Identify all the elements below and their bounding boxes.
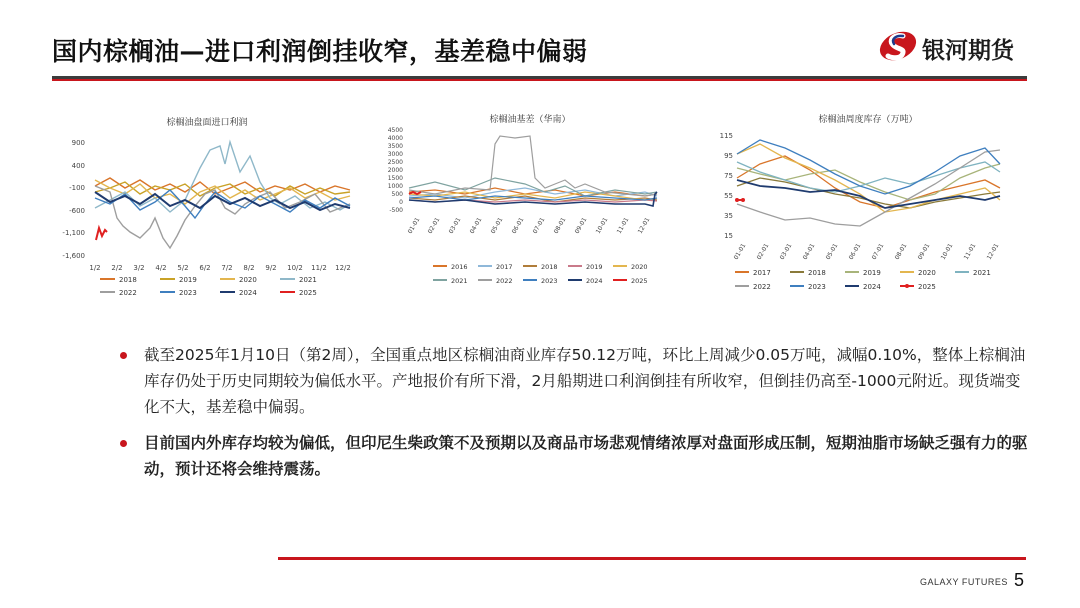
legend-label: 2018 bbox=[541, 263, 558, 271]
chart-basis-svg bbox=[375, 108, 675, 293]
slide-title: 国内棕榈油—进口利润倒挂收窄，基差稳中偏弱 bbox=[52, 37, 588, 66]
bullet-dot-icon bbox=[120, 440, 127, 447]
x-tick: 2/2 bbox=[111, 264, 123, 272]
legend-label: 2023 bbox=[808, 283, 826, 291]
y-tick: 1000 bbox=[387, 183, 403, 190]
legend bbox=[100, 276, 317, 297]
legend bbox=[433, 263, 648, 285]
y-tick: 400 bbox=[71, 162, 85, 170]
bullet-list bbox=[120, 342, 1030, 482]
series-2025-marker bbox=[741, 198, 745, 202]
bullet-text: 目前国内外库存均较为偏低，但印尼生柴政策不及预期以及商品市场悲观情绪浓厚对盘面形成压制，短期油脂市场缺乏强有力的驱动，预计还将会维持震荡。 bbox=[144, 434, 1028, 478]
x-tick: 01-01 bbox=[732, 242, 748, 261]
x-axis-ticks bbox=[733, 242, 1001, 261]
x-tick: 08-01 bbox=[893, 242, 909, 261]
chart-inventory bbox=[715, 108, 1015, 298]
legend-label: 2021 bbox=[299, 276, 317, 284]
x-tick: 08-01 bbox=[552, 216, 568, 235]
x-tick: 02-01 bbox=[755, 242, 771, 261]
legend-label: 2022 bbox=[119, 289, 137, 297]
y-tick: -1,100 bbox=[62, 229, 85, 237]
y-tick: -1,600 bbox=[62, 252, 85, 260]
x-tick: 11/2 bbox=[311, 264, 327, 272]
legend-label: 2024 bbox=[863, 283, 881, 291]
legend-label: 2016 bbox=[451, 263, 468, 271]
x-axis-ticks bbox=[89, 264, 351, 272]
x-tick: 04-01 bbox=[468, 216, 484, 235]
plot-lines bbox=[409, 136, 657, 206]
x-tick: 9/2 bbox=[265, 264, 277, 272]
legend-label: 2018 bbox=[808, 269, 826, 277]
y-tick: 95 bbox=[724, 152, 733, 160]
y-tick: 35 bbox=[724, 212, 733, 220]
y-tick: 4500 bbox=[387, 127, 403, 134]
x-tick: 01-01 bbox=[406, 216, 422, 235]
x-tick: 02-01 bbox=[426, 216, 442, 235]
chart-inventory-svg bbox=[715, 108, 1015, 298]
y-tick: 4000 bbox=[387, 135, 403, 142]
legend-label: 2022 bbox=[753, 283, 771, 291]
series-2025 bbox=[96, 228, 107, 240]
legend-label: 2022 bbox=[496, 277, 513, 285]
x-tick: 04-01 bbox=[801, 242, 817, 261]
y-tick: 0 bbox=[399, 199, 403, 206]
legend-label: 2019 bbox=[863, 269, 881, 277]
legend-label: 2018 bbox=[119, 276, 137, 284]
x-tick: 7/2 bbox=[221, 264, 233, 272]
legend-label: 2025 bbox=[631, 277, 648, 285]
legend-label: 2017 bbox=[753, 269, 771, 277]
y-tick: 500 bbox=[391, 191, 403, 198]
y-tick: 3000 bbox=[387, 151, 403, 158]
page-number: 5 bbox=[1014, 570, 1025, 590]
chart-import-profit-svg bbox=[55, 108, 360, 303]
legend-label: 2023 bbox=[179, 289, 197, 297]
chart-title: 棕榈油基差（华南） bbox=[489, 115, 571, 125]
x-tick: 3/2 bbox=[133, 264, 145, 272]
x-tick: 11-01 bbox=[615, 216, 631, 235]
legend bbox=[735, 269, 991, 291]
footer-divider bbox=[278, 557, 1026, 560]
legend-label: 2025 bbox=[918, 283, 936, 291]
x-tick: 8/2 bbox=[243, 264, 255, 272]
x-tick: 4/2 bbox=[155, 264, 167, 272]
legend-label: 2021 bbox=[973, 269, 991, 277]
y-tick: -600 bbox=[69, 207, 85, 215]
x-tick: 09-01 bbox=[916, 242, 932, 261]
y-axis-ticks bbox=[720, 132, 733, 240]
series-2025 bbox=[409, 192, 421, 194]
legend-label: 2017 bbox=[496, 263, 513, 271]
footer-brand: GALAXY FUTURES bbox=[920, 577, 1008, 587]
x-tick: 07-01 bbox=[531, 216, 547, 235]
y-tick: -100 bbox=[69, 184, 85, 192]
legend-label: 2020 bbox=[631, 263, 648, 271]
legend-label: 2021 bbox=[451, 277, 468, 285]
x-tick: 06-01 bbox=[510, 216, 526, 235]
legend-label: 2019 bbox=[179, 276, 197, 284]
x-tick: 05-01 bbox=[824, 242, 840, 261]
x-tick: 5/2 bbox=[177, 264, 189, 272]
x-axis-ticks bbox=[407, 216, 652, 235]
y-tick: 2000 bbox=[387, 167, 403, 174]
bullet-dot-icon bbox=[120, 352, 127, 359]
legend-label: 2020 bbox=[918, 269, 936, 277]
chart-title: 棕榈油盘面进口利润 bbox=[166, 118, 248, 128]
x-tick: 11-01 bbox=[962, 242, 978, 261]
x-tick: 1/2 bbox=[89, 264, 101, 272]
series-2022 bbox=[95, 186, 350, 248]
x-tick: 09-01 bbox=[573, 216, 589, 235]
plot-lines bbox=[735, 140, 1000, 226]
series-2019 bbox=[737, 164, 1000, 200]
x-tick: 10-01 bbox=[594, 216, 610, 235]
y-tick: 75 bbox=[724, 172, 733, 180]
chart-import-profit bbox=[55, 108, 360, 303]
company-logo bbox=[876, 24, 1036, 68]
y-tick: 15 bbox=[724, 232, 733, 240]
x-tick: 12/2 bbox=[335, 264, 351, 272]
x-tick: 6/2 bbox=[199, 264, 211, 272]
y-tick: 115 bbox=[719, 132, 733, 140]
y-tick: 2500 bbox=[387, 159, 403, 166]
header-divider-accent bbox=[52, 79, 1027, 81]
legend-label: 2019 bbox=[586, 263, 603, 271]
galaxy-logo-icon bbox=[876, 24, 920, 68]
y-tick: 55 bbox=[724, 192, 733, 200]
plot-lines bbox=[95, 142, 350, 248]
y-tick: 1500 bbox=[387, 175, 403, 182]
y-axis-ticks bbox=[62, 139, 85, 260]
chart-basis bbox=[375, 108, 675, 293]
legend-label: 2024 bbox=[586, 277, 603, 285]
x-tick: 03-01 bbox=[778, 242, 794, 261]
x-tick: 07-01 bbox=[870, 242, 886, 261]
y-tick: -500 bbox=[389, 207, 403, 214]
x-tick: 05-01 bbox=[489, 216, 505, 235]
y-axis-ticks bbox=[388, 127, 403, 214]
x-tick: 12-01 bbox=[636, 216, 652, 235]
x-tick: 12-01 bbox=[985, 242, 1001, 261]
x-tick: 06-01 bbox=[847, 242, 863, 261]
x-tick: 10-01 bbox=[939, 242, 955, 261]
legend-marker bbox=[905, 284, 909, 288]
x-tick: 03-01 bbox=[447, 216, 463, 235]
chart-title: 棕榈油周度库存（万吨） bbox=[818, 115, 918, 125]
y-tick: 900 bbox=[71, 139, 85, 147]
legend-label: 2020 bbox=[239, 276, 257, 284]
legend-label: 2025 bbox=[299, 289, 317, 297]
bullet-item bbox=[120, 430, 1030, 482]
series-2025-marker bbox=[735, 198, 739, 202]
logo-text: 银河期货 bbox=[922, 38, 1014, 64]
bullet-text: 截至2025年1月10日（第2周），全国重点地区棕榈油商业库存50.12万吨，环比上周减少0.05万吨，减幅0.10%，整体上棕榈油库存仍处于历史同期较为偏低水平。产地报价有所下滑，2月船期进口利润倒挂有所收窄，但倒挂仍高至-1000元附近。现货端变化不大，基差稳中偏弱。 bbox=[144, 346, 1026, 416]
y-tick: 3500 bbox=[387, 143, 403, 150]
bullet-item bbox=[120, 342, 1030, 420]
x-tick: 10/2 bbox=[287, 264, 303, 272]
legend-label: 2024 bbox=[239, 289, 257, 297]
legend-label: 2023 bbox=[541, 277, 558, 285]
